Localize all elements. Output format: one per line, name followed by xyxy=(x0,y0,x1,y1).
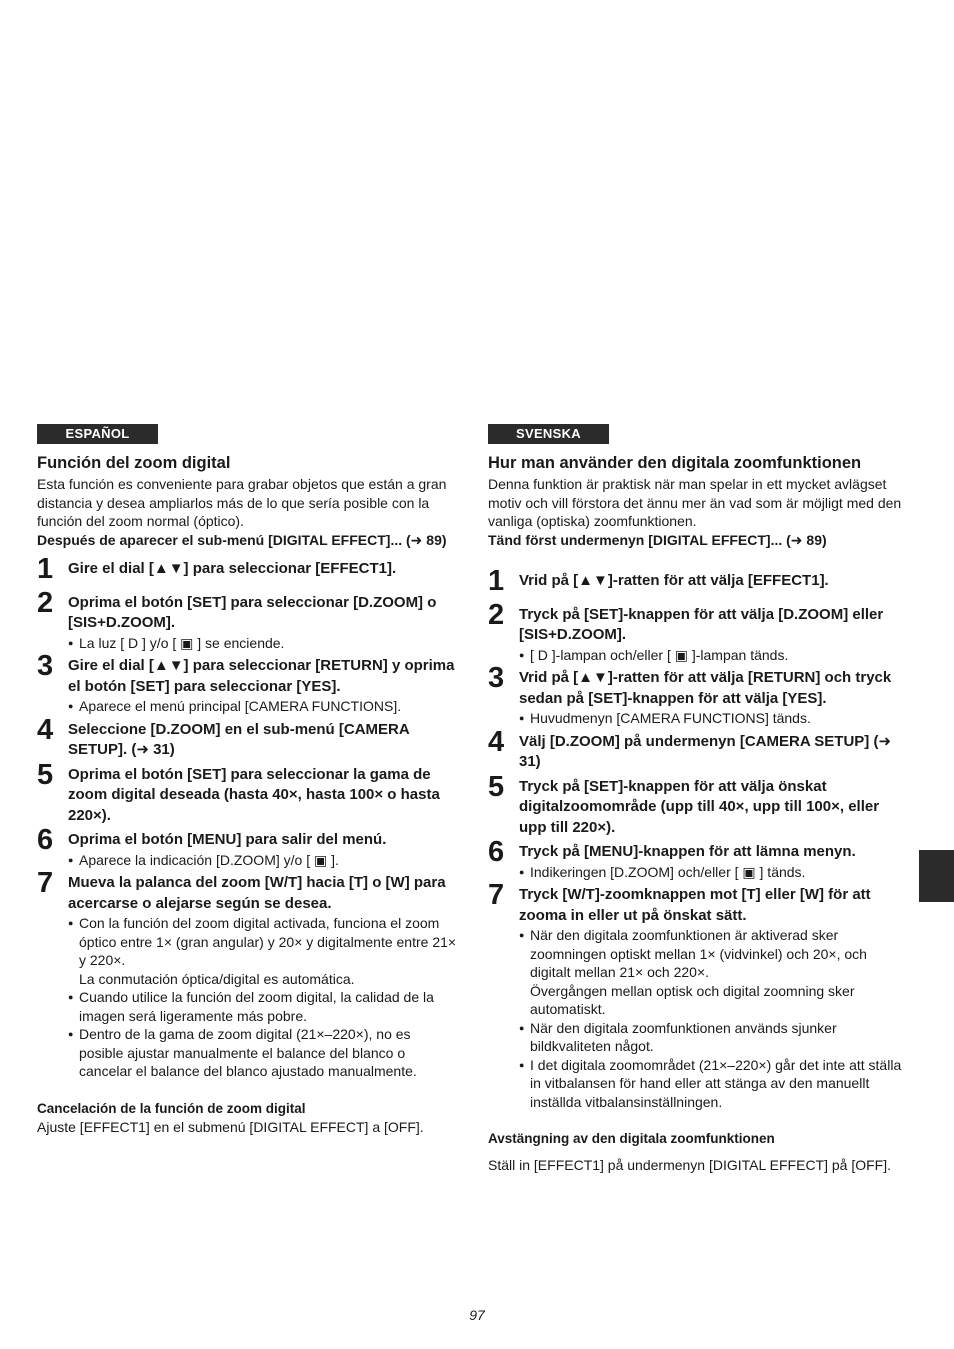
step xyxy=(488,770,906,839)
step-number: 4 xyxy=(37,713,54,746)
step-note: ● Con la función del zoom digital activada, funciona el zoom óptico entre 1× (gran angular) y 20× y digitalmente entre 21× y 220×. La conmutación óptica/digital es automática. xyxy=(68,915,457,987)
step-note: ● Cuando utilice la función del zoom digital, la calidad de la imagen será ligeramente más pobre. xyxy=(68,989,434,1024)
step-text: Gire el dial [▲▼] para seleccionar [RETURN] y oprima el botón [SET] para seleccionar [YES]. xyxy=(68,657,455,695)
step-number: 7 xyxy=(37,867,54,899)
step-number: 7 xyxy=(488,879,505,911)
step-number: 6 xyxy=(37,824,54,856)
step-number: 2 xyxy=(37,586,54,619)
bullet-icon: ● xyxy=(68,701,74,711)
step xyxy=(488,836,906,881)
step-note: ● Huvudmenyn [CAMERA FUNCTIONS] tänds. xyxy=(519,710,811,726)
espanol-column xyxy=(37,424,457,1136)
bullet-icon: ● xyxy=(68,918,74,928)
step-text: Tryck på [SET]-knappen för att välja [D.ZOOM] eller [SIS+D.ZOOM]. xyxy=(519,605,884,643)
step-number: 5 xyxy=(488,770,505,803)
step-text: Oprima el botón [SET] para seleccionar la gama de zoom digital deseada (hasta 40×, hasta 100× o hasta 220×). xyxy=(68,765,440,824)
step xyxy=(37,650,457,716)
bullet-icon: ● xyxy=(68,1029,74,1039)
step-note: ● Indikeringen [D.ZOOM] och/eller [ ▣ ] tänds. xyxy=(519,863,806,880)
bullet-icon: ● xyxy=(68,637,74,648)
step-note: ● [ D ]-lampan och/eller [ ▣ ]-lampan tänds. xyxy=(519,646,789,663)
cancel-heading: Cancelación de la función de zoom digital xyxy=(37,1100,306,1116)
step-text: Vrid på [▲▼]-ratten för att välja [RETURN] och tryck sedan på [SET]-knappen för att välja [YES]. xyxy=(519,669,892,707)
step-note: ● I det digitala zoomområdet (21×–220×) går det inte att ställa in vitbalansen för hand eller att stänga av den manuellt inställda vitbalansinställningen. xyxy=(519,1056,902,1110)
cancel-text: Ajuste [EFFECT1] en el submenú [DIGITAL EFFECT] a [OFF]. xyxy=(37,1118,424,1135)
step-number: 2 xyxy=(488,598,505,631)
step xyxy=(488,598,906,665)
prerequisite: Tänd först undermenyn [DIGITAL EFFECT]... (➜ 89) xyxy=(488,531,827,548)
bullet-icon: ● xyxy=(519,866,525,877)
language-tag-svenska: SVENSKA xyxy=(488,424,609,444)
step-number: 1 xyxy=(37,553,54,585)
step-note: ● Dentro de la gama de zoom digital (21×–220×), no es posible ajustar manualmente el balance del blanco o cancelar el balance del blanco ajustado manualmente. xyxy=(68,1026,417,1079)
step-note: ● Aparece el menú principal [CAMERA FUNCTIONS]. xyxy=(68,698,402,714)
section-title: Hur man använder den digitala zoomfunktionen xyxy=(488,454,862,472)
step-number: 5 xyxy=(37,758,54,791)
step-text: Tryck på [MENU]-knappen för att lämna menyn. xyxy=(519,843,856,860)
step-text: Tryck på [SET]-knappen för att välja önskat digitalzoomområde (upp till 40×, upp till 100×, eller upp till 220×). xyxy=(519,777,880,836)
section-title: Función del zoom digital xyxy=(37,454,231,472)
step xyxy=(37,824,457,869)
step xyxy=(37,713,457,761)
intro-paragraph: Denna funktion är praktisk när man spelar in ett mycket avlägset motiv och vill förstora det ännu mer än vad som är möjligt med den vanliga (optiska) zoomfunktionen. xyxy=(488,476,902,529)
step xyxy=(37,867,457,1081)
step-text: Välj [D.ZOOM] på undermenyn [CAMERA SETUP] (➜ 31) xyxy=(519,732,892,770)
page-number: 97 xyxy=(469,1307,485,1323)
step xyxy=(37,758,457,827)
step-note: ● När den digitala zoomfunktionen är aktiverad sker zoomningen optiskt mellan 1× (vidvinkel) och 20×, och digitalt mellan 21× och 220×. Övergången mellan optisk och digital zoomning sker automatiskt. xyxy=(519,927,867,1017)
step-text: Oprima el botón [MENU] para salir del menú. xyxy=(68,831,387,848)
bullet-icon: ● xyxy=(519,1022,525,1033)
step xyxy=(488,879,906,1111)
step-number: 3 xyxy=(488,662,505,694)
step-number: 3 xyxy=(37,650,54,682)
section-thumb-tab xyxy=(919,850,954,902)
bullet-icon: ● xyxy=(519,1059,525,1070)
step-text: Oprima el botón [SET] para seleccionar [D.ZOOM] o [SIS+D.ZOOM]. xyxy=(68,593,437,631)
cancel-text: Ställ in [EFFECT1] på undermenyn [DIGITAL EFFECT] på [OFF]. xyxy=(488,1157,892,1173)
steps-list xyxy=(37,553,457,1081)
step xyxy=(37,586,457,653)
step-number: 4 xyxy=(488,725,505,758)
bullet-icon: ● xyxy=(68,854,74,865)
step-note: ● När den digitala zoomfunktionen används sjunker bildkvaliteten något. xyxy=(519,1019,837,1054)
step-number: 1 xyxy=(488,565,505,597)
bullet-icon: ● xyxy=(519,713,525,723)
language-tag-espanol: ESPAÑOL xyxy=(37,424,158,444)
step-note: ● Aparece la indicación [D.ZOOM] y/o [ ▣ ]. xyxy=(68,851,339,868)
bullet-icon: ● xyxy=(519,649,525,660)
step xyxy=(37,553,457,585)
cancel-heading: Avstängning av den digitala zoomfunktionen xyxy=(488,1131,775,1146)
step-note: ● La luz [ D ] y/o [ ▣ ] se enciende. xyxy=(68,634,285,651)
step xyxy=(488,725,906,773)
step-text: Vrid på [▲▼]-ratten för att välja [EFFECT1]. xyxy=(519,572,829,589)
step xyxy=(488,662,906,728)
step xyxy=(488,565,906,597)
svenska-column xyxy=(488,424,906,1175)
step-text: Mueva la palanca del zoom [W/T] hacia [T] o [W] para acercarse o alejarse según se desea. xyxy=(68,874,446,912)
steps-list xyxy=(488,565,906,1111)
intro-paragraph: Esta función es conveniente para grabar objetos que están a gran distancia y desea ampliarlos más de lo que sería posible con la función del zoom normal (óptico). xyxy=(37,476,447,529)
step-text: Tryck [W/T]-zoomknappen mot [T] eller [W] för att zooma in eller ut på önskat sätt. xyxy=(519,886,871,924)
prerequisite: Después de aparecer el sub-menú [DIGITAL EFFECT]... (➜ 89) xyxy=(37,531,447,548)
bullet-icon: ● xyxy=(519,930,525,940)
step-text: Gire el dial [▲▼] para seleccionar [EFFECT1]. xyxy=(68,560,397,577)
bullet-icon: ● xyxy=(68,992,74,1002)
step-text: Seleccione [D.ZOOM] en el sub-menú [CAMERA SETUP]. (➜ 31) xyxy=(68,720,410,758)
step-number: 6 xyxy=(488,836,505,868)
